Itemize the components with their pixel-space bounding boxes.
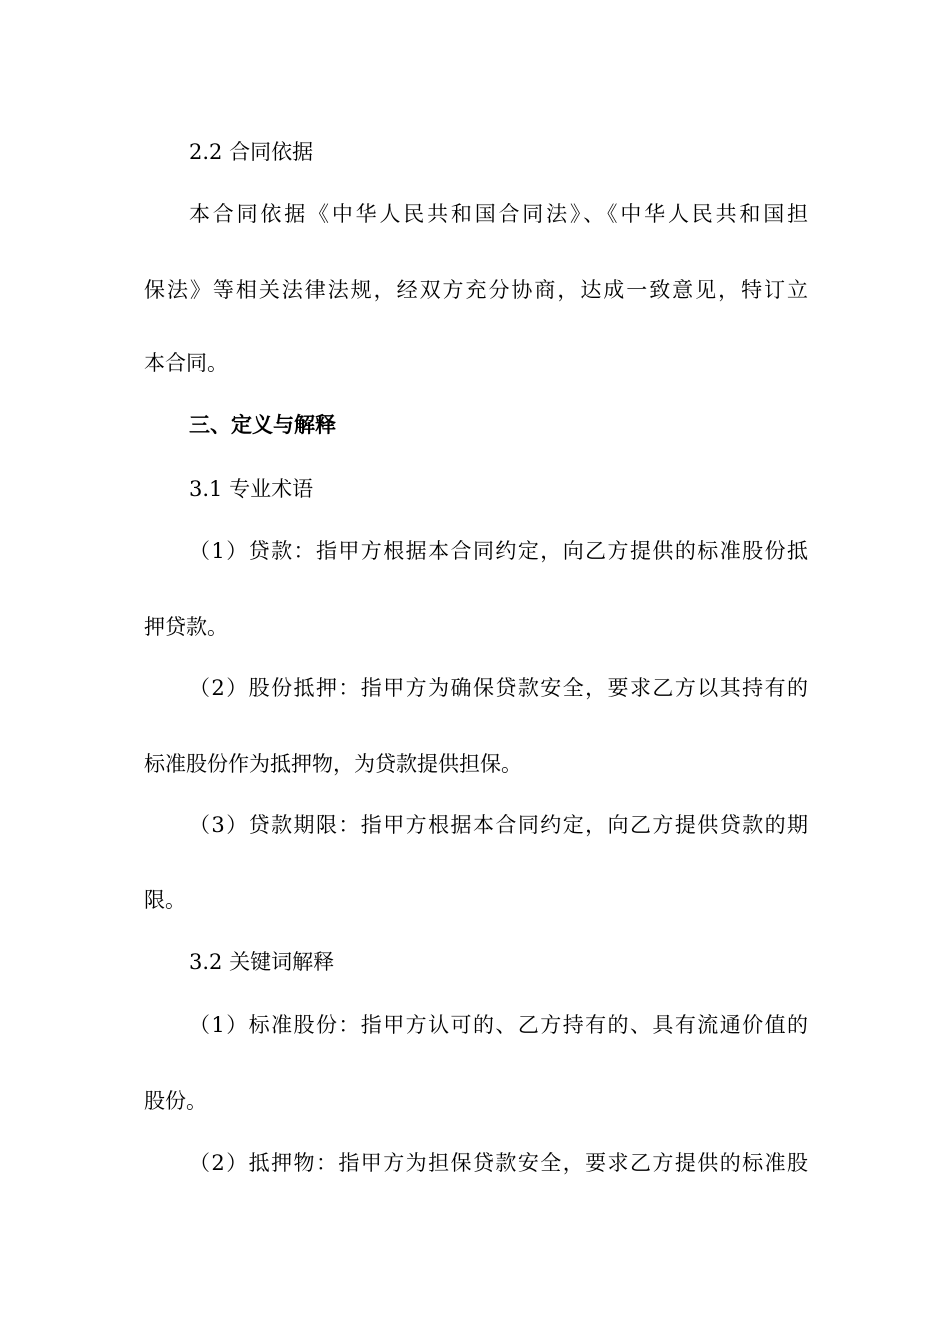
subsection-heading-3-2: 3.2 关键词解释	[189, 950, 335, 974]
paragraph-line: （2）股份抵押：指甲方为确保贷款安全，要求乙方以其持有的	[189, 676, 808, 700]
paragraph-line: 本合同依据《中华人民共和国合同法》、《中华人民共和国担	[189, 202, 808, 226]
paragraph-line: （1）贷款：指甲方根据本合同约定，向乙方提供的标准股份抵	[189, 539, 808, 563]
paragraph-line: 股份。	[144, 1089, 207, 1113]
section-heading-3: 三、定义与解释	[189, 412, 336, 437]
paragraph-line: （1）标准股份：指甲方认可的、乙方持有的、具有流通价值的	[189, 1013, 808, 1037]
paragraph-line: 本合同。	[144, 351, 228, 375]
subsection-heading-2-2: 2.2 合同依据	[189, 140, 314, 164]
paragraph-line: 限。	[144, 888, 186, 912]
paragraph-line: 标准股份作为抵押物，为贷款提供担保。	[144, 752, 522, 776]
paragraph-line: （3）贷款期限：指甲方根据本合同约定，向乙方提供贷款的期	[189, 813, 808, 837]
paragraph-line: （2）抵押物：指甲方为担保贷款安全，要求乙方提供的标准股	[189, 1151, 808, 1175]
paragraph-line: 保法》等相关法律法规，经双方充分协商，达成一致意见，特订立	[144, 278, 808, 302]
paragraph-line: 押贷款。	[144, 615, 228, 639]
subsection-heading-3-1: 3.1 专业术语	[189, 477, 314, 501]
